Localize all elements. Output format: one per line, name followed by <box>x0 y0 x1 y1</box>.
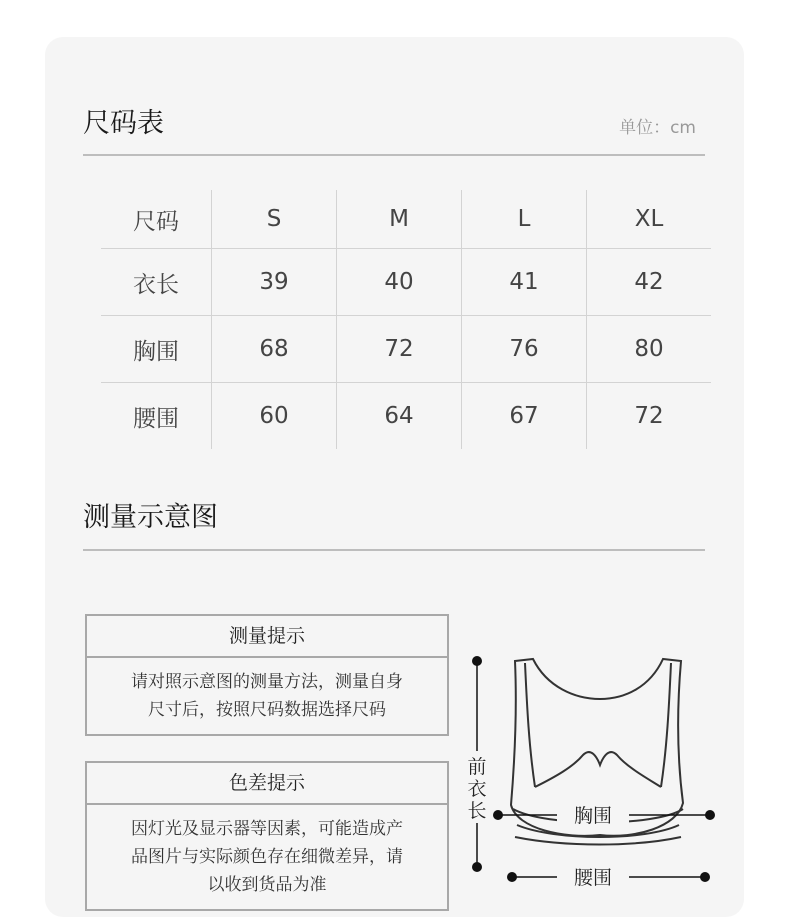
measure-tip-text <box>87 658 447 724</box>
table-cell: 64 <box>337 383 462 450</box>
color-tip-line: 以收到货品为准 <box>207 875 327 895</box>
table-cell: 40 <box>337 249 462 316</box>
color-tip-box <box>85 761 449 911</box>
header-xl: XL <box>587 190 712 249</box>
chest-label: 胸围 <box>573 805 613 827</box>
header-l: L <box>462 190 587 249</box>
measure-tip-line: 请对照示意图的测量方法，测量自身 <box>131 672 403 692</box>
header-size: 尺码 <box>101 190 212 249</box>
table-cell: 42 <box>587 249 712 316</box>
length-dot-bottom <box>472 862 482 872</box>
size-chart-title: 尺码表 <box>83 108 164 139</box>
color-tip-line: 因灯光及显示器等因素，可能造成产 <box>131 819 403 839</box>
table-cell: 68 <box>212 316 337 383</box>
bra-measure-diagram <box>455 647 735 887</box>
header-s: S <box>212 190 337 249</box>
color-tip-line: 品图片与实际颜色存在细微差异，请 <box>131 847 403 867</box>
waist-label: 腰围 <box>573 867 613 887</box>
chest-dot-left <box>493 810 503 820</box>
length-label-3: 长 <box>467 800 487 822</box>
table-cell: 72 <box>337 316 462 383</box>
waist-dot-right <box>700 872 710 882</box>
row-label-chest: 胸围 <box>101 316 212 383</box>
size-guide-card <box>45 37 744 917</box>
measure-tip-line: 尺寸后，按照尺码数据选择尺码 <box>148 700 386 720</box>
table-cell: 60 <box>212 383 337 450</box>
measure-title: 测量示意图 <box>83 502 218 533</box>
measure-tip-title: 测量提示 <box>87 616 447 658</box>
table-cell: 80 <box>587 316 712 383</box>
table-header-row <box>101 190 711 249</box>
table-row <box>101 383 711 450</box>
color-tip-title: 色差提示 <box>87 763 447 805</box>
measure-divider <box>83 549 705 551</box>
table-cell: 67 <box>462 383 587 450</box>
chest-dot-right <box>705 810 715 820</box>
table-row <box>101 316 711 383</box>
table-cell: 72 <box>634 403 664 429</box>
table-row <box>101 249 711 316</box>
table-cell: 76 <box>462 316 587 383</box>
measure-tip-box <box>85 614 449 736</box>
length-dot-top <box>472 656 482 666</box>
table-cell: 41 <box>462 249 587 316</box>
size-chart-divider <box>83 154 705 156</box>
size-table <box>101 190 711 449</box>
unit-label: 单位：cm <box>619 118 696 138</box>
row-label-length: 衣长 <box>101 249 212 316</box>
color-tip-text <box>87 805 447 899</box>
row-label-waist: 腰围 <box>101 383 212 450</box>
length-label-2: 衣 <box>467 778 487 800</box>
waist-dot-left <box>507 872 517 882</box>
header-m: M <box>337 190 462 249</box>
length-label-1: 前 <box>467 756 487 778</box>
table-cell: 39 <box>212 249 337 316</box>
